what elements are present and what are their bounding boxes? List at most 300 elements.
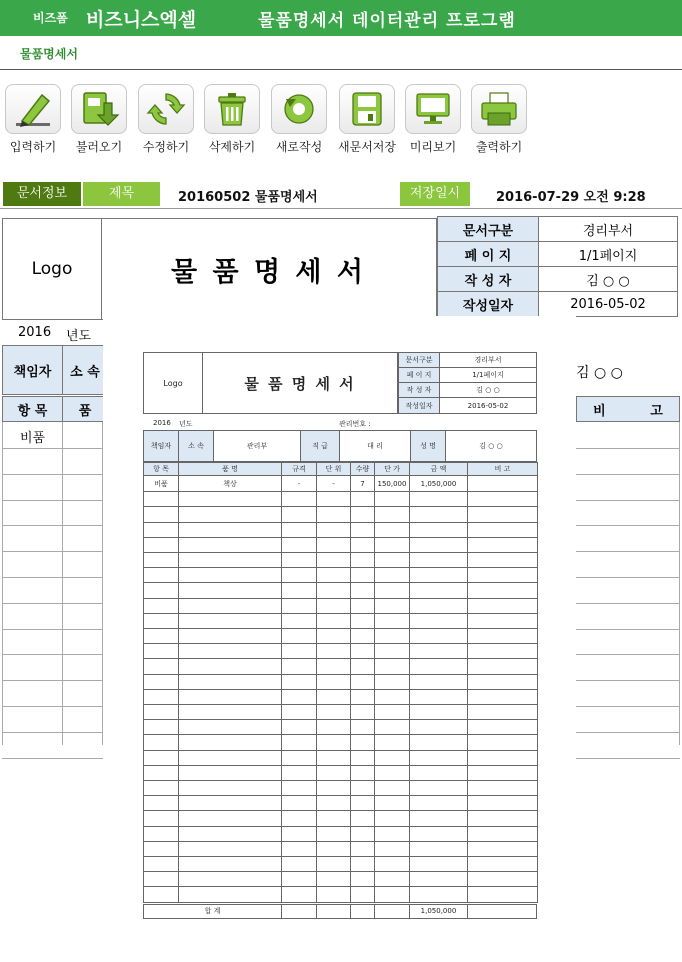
- preview-table-cell: [350, 734, 375, 750]
- preview-table-cell: [143, 810, 179, 826]
- edit-button[interactable]: [133, 84, 199, 155]
- preview-table-cell: [316, 871, 351, 887]
- preview-table-cell: [409, 750, 468, 766]
- preview-table-cell: [281, 598, 317, 614]
- preview-table-cell: [178, 841, 282, 857]
- grid-row-line: [2, 654, 103, 655]
- preview-table-cell: [143, 643, 179, 659]
- preview-meta-value-author: 김 ○ ○: [439, 382, 537, 398]
- grid-row-line: [2, 680, 103, 681]
- grid-row-line: [576, 474, 680, 475]
- preview-table-cell: [409, 810, 468, 826]
- preview-table-cell: [143, 826, 179, 842]
- preview-table-cell: [281, 886, 317, 902]
- preview-table-cell: [350, 795, 375, 811]
- preview-table-cell: [143, 598, 179, 614]
- preview-table-cell: [281, 613, 317, 629]
- refresh-icon: [138, 84, 194, 134]
- preview-table-cell: [178, 506, 282, 522]
- preview-table-cell: [467, 871, 538, 887]
- grid-row-line: [576, 603, 680, 604]
- preview-table-cell: [143, 795, 179, 811]
- delete-button-label: 삭제하기: [208, 140, 256, 154]
- preview-total-cell: [374, 904, 410, 919]
- preview-table-cell: [143, 871, 179, 887]
- preview-table-cell: [467, 856, 538, 872]
- preview-table-cell: [143, 765, 179, 781]
- product-header: 품: [62, 396, 108, 422]
- preview-table-cell: [467, 567, 538, 583]
- preview-rank-label: 직 급: [300, 430, 340, 462]
- preview-table-cell: [178, 871, 282, 887]
- preview-table-cell: [350, 506, 375, 522]
- preview-total-cell: [281, 904, 317, 919]
- preview-column-header: 항 목: [143, 462, 179, 476]
- preview-table-cell: [374, 826, 410, 842]
- grid-row-line: [576, 732, 680, 733]
- preview-table-cell: [374, 552, 410, 568]
- grid-row-line: [2, 525, 103, 526]
- preview-logo: Logo: [143, 352, 203, 414]
- preview-table-cell: [350, 719, 375, 735]
- preview-table-cell: [374, 506, 410, 522]
- preview-table-cell: [281, 491, 317, 507]
- preview-table-cell: [467, 506, 538, 522]
- new-button-label: 새로작성: [275, 140, 323, 154]
- preview-table-cell: [143, 582, 179, 598]
- preview-table-cell: [316, 598, 351, 614]
- preview-table-cell: [178, 674, 282, 690]
- preview-column-header: 비 고: [467, 462, 538, 476]
- preview-table-cell: [281, 734, 317, 750]
- preview-table-cell: [350, 689, 375, 705]
- meta-label-type: 문서구분: [437, 216, 539, 242]
- preview-table-cell: [467, 886, 538, 902]
- author-value: 김 ○ ○: [576, 365, 623, 381]
- preview-table-cell: [374, 856, 410, 872]
- grid-row-line: [576, 629, 680, 630]
- preview-table-cell: [374, 598, 410, 614]
- preview-column-header: 품 명: [178, 462, 282, 476]
- preview-table-cell: [178, 582, 282, 598]
- preview-table-cell: [409, 841, 468, 857]
- preview-meta-label-type: 문서구분: [398, 352, 440, 368]
- preview-responsible-label: 책임자: [143, 430, 179, 462]
- preview-table-cell: [350, 613, 375, 629]
- preview-table-cell: [143, 689, 179, 705]
- grid-row-line: [576, 448, 680, 449]
- meta-label-date: 작성일자: [437, 291, 539, 317]
- preview-table-cell: [467, 628, 538, 644]
- preview-table-cell: [374, 674, 410, 690]
- meta-value-page[interactable]: 1/1페이지: [538, 241, 678, 267]
- preview-table-cell: [374, 810, 410, 826]
- preview-table-cell: [350, 537, 375, 553]
- preview-table-cell: [281, 674, 317, 690]
- grid-row-line: [576, 500, 680, 501]
- preview-column-header: 규격: [281, 462, 317, 476]
- preview-table-cell: [467, 780, 538, 796]
- preview-total-cell: [316, 904, 351, 919]
- preview-table-cell: [374, 658, 410, 674]
- preview-table-cell: [143, 613, 179, 629]
- preview-table-cell: [409, 826, 468, 842]
- preview-table-cell: [467, 613, 538, 629]
- preview-table-cell: [409, 780, 468, 796]
- save-disk-icon: [339, 84, 395, 134]
- preview-table-cell: [467, 841, 538, 857]
- grid-row-line: [576, 577, 680, 578]
- preview-table-cell: [350, 871, 375, 887]
- preview-table-cell: [409, 552, 468, 568]
- preview-table-cell: [374, 643, 410, 659]
- preview-total-value: 1,050,000: [409, 904, 468, 919]
- meta-value-author[interactable]: 김 ○ ○: [538, 266, 678, 292]
- monitor-icon: [405, 84, 461, 134]
- preview-table-cell: [281, 810, 317, 826]
- preview-table-cell: [467, 658, 538, 674]
- preview-table-cell: [409, 765, 468, 781]
- preview-dept-value: 관리부: [213, 430, 301, 462]
- preview-table-cell: [316, 719, 351, 735]
- preview-table-cell: [350, 552, 375, 568]
- preview-table-cell: [374, 871, 410, 887]
- load-button[interactable]: [66, 84, 132, 155]
- saved-label: 저장일시: [400, 182, 470, 206]
- grid-row-line: [576, 706, 680, 707]
- preview-table-cell: 1,050,000: [409, 476, 468, 492]
- preview-table-cell: [467, 552, 538, 568]
- preview-table-cell: [281, 826, 317, 842]
- preview-table-cell: [350, 522, 375, 538]
- grid-row-line: [2, 706, 103, 707]
- preview-sheet: [143, 352, 537, 920]
- preview-table-cell: [374, 734, 410, 750]
- preview-table-cell: [374, 750, 410, 766]
- preview-table-cell: [178, 567, 282, 583]
- preview-table-cell: [409, 719, 468, 735]
- form-year-unit: 년도: [66, 329, 92, 344]
- preview-table-cell: [143, 734, 179, 750]
- preview-total-label: 합 계: [143, 904, 282, 919]
- preview-table-cell: [178, 491, 282, 507]
- preview-table-cell: [350, 841, 375, 857]
- preview-table-cell: [143, 552, 179, 568]
- preview-table-cell: [281, 628, 317, 644]
- form-year: 2016: [18, 325, 52, 340]
- preview-table-cell: [374, 613, 410, 629]
- preview-table-cell: [409, 643, 468, 659]
- title-label: 제목: [83, 182, 160, 206]
- preview-table-cell: 150,000: [374, 476, 410, 492]
- input-button[interactable]: [0, 84, 66, 155]
- preview-table-cell: [409, 689, 468, 705]
- preview-table-cell: [178, 810, 282, 826]
- delete-button[interactable]: [199, 84, 265, 155]
- preview-year: 2016: [153, 419, 171, 427]
- preview-year-unit: 년도: [179, 420, 193, 428]
- load-button-label: 불러오기: [75, 140, 123, 154]
- preview-table-cell: [409, 658, 468, 674]
- preview-table-cell: [350, 643, 375, 659]
- preview-table-cell: [316, 674, 351, 690]
- title-value: 20160502 물품명세서: [178, 190, 318, 205]
- preview-table-cell: [409, 734, 468, 750]
- preview-table-cell: [316, 780, 351, 796]
- preview-table-cell: [281, 506, 317, 522]
- preview-button-label: 미리보기: [409, 140, 457, 154]
- preview-table-cell: [316, 765, 351, 781]
- preview-table-cell: [316, 522, 351, 538]
- preview-table-cell: [467, 643, 538, 659]
- preview-table-cell: [350, 750, 375, 766]
- preview-table-cell: [350, 765, 375, 781]
- preview-table-cell: [350, 886, 375, 902]
- preview-table-cell: [281, 841, 317, 857]
- preview-table-cell: 7: [350, 476, 375, 492]
- preview-table-cell: [350, 628, 375, 644]
- preview-table-cell: [316, 810, 351, 826]
- preview-table-cell: [467, 689, 538, 705]
- preview-meta-label-date: 작성일자: [398, 397, 440, 414]
- preview-title: 물 품 명 세 서: [202, 352, 398, 414]
- preview-table-cell: [409, 567, 468, 583]
- preview-table-cell: -: [281, 476, 317, 492]
- preview-table-cell: [143, 750, 179, 766]
- preview-table-cell: [374, 689, 410, 705]
- preview-table-cell: [178, 826, 282, 842]
- responsible-label: 책임자: [2, 345, 63, 395]
- preview-table-cell: [316, 750, 351, 766]
- preview-table-cell: [316, 643, 351, 659]
- preview-table-cell: [409, 628, 468, 644]
- preview-table-cell: [316, 856, 351, 872]
- preview-table-cell: [467, 826, 538, 842]
- preview-table-cell: [350, 674, 375, 690]
- preview-column-header: 금 액: [409, 462, 468, 476]
- preview-table-cell: [316, 841, 351, 857]
- preview-table-cell: [409, 613, 468, 629]
- preview-table-cell: [467, 810, 538, 826]
- preview-table-cell: [143, 886, 179, 902]
- print-button[interactable]: [466, 84, 532, 155]
- preview-table-cell: [178, 886, 282, 902]
- grid-col-line: [2, 422, 3, 745]
- new-cycle-icon: [271, 84, 327, 134]
- preview-button[interactable]: [400, 84, 466, 155]
- preview-table-cell: [316, 506, 351, 522]
- doc-info-label: 문서정보: [3, 182, 81, 206]
- preview-table-cell: [316, 886, 351, 902]
- preview-table-cell: [178, 522, 282, 538]
- preview-table-cell: [178, 689, 282, 705]
- preview-table-cell: [316, 537, 351, 553]
- preview-table-cell: [178, 780, 282, 796]
- preview-table-cell: [374, 537, 410, 553]
- preview-table-cell: [467, 582, 538, 598]
- preview-table-cell: [178, 628, 282, 644]
- item-header: 항 목: [2, 396, 63, 422]
- meta-value-date[interactable]: 2016-05-02: [538, 291, 678, 317]
- preview-table-cell: [467, 704, 538, 720]
- preview-table-cell: [316, 582, 351, 598]
- grid-row-line: [576, 680, 680, 681]
- preview-table-cell: [350, 856, 375, 872]
- preview-table-cell: [143, 567, 179, 583]
- preview-table-cell: [409, 856, 468, 872]
- grid-row-line: [576, 758, 680, 759]
- preview-table-cell: [374, 704, 410, 720]
- preview-table-cell: [409, 886, 468, 902]
- preview-table-cell: [374, 567, 410, 583]
- preview-table-cell: [178, 613, 282, 629]
- preview-table-cell: [316, 628, 351, 644]
- grid-row-line: [2, 551, 103, 552]
- import-icon: [71, 84, 127, 134]
- preview-table-cell: [281, 856, 317, 872]
- tab-bar: [0, 36, 682, 70]
- meta-value-type[interactable]: 경리부서: [538, 216, 678, 242]
- grid-row-line: [576, 654, 680, 655]
- preview-table-cell: [316, 826, 351, 842]
- title-bar: [0, 0, 682, 36]
- form-logo: Logo: [2, 218, 102, 320]
- preview-table-cell: [374, 582, 410, 598]
- preview-table-cell: [467, 537, 538, 553]
- preview-table-cell: [350, 598, 375, 614]
- preview-table-cell: [467, 674, 538, 690]
- preview-name-value: 김 ○ ○: [445, 430, 537, 462]
- preview-column-header: 단 위: [316, 462, 351, 476]
- grid-row-line: [2, 474, 103, 475]
- save-new-button-label: 새문서저장: [338, 140, 396, 154]
- grid-col-line: [679, 422, 680, 745]
- grid-col-line: [62, 422, 63, 745]
- preview-table-cell: [281, 750, 317, 766]
- preview-dept-label: 소 속: [178, 430, 214, 462]
- preview-table-cell: [350, 810, 375, 826]
- first-item[interactable]: 비품: [20, 431, 46, 446]
- save-new-button[interactable]: [332, 84, 402, 155]
- preview-table-cell: [178, 552, 282, 568]
- print-button-label: 출력하기: [475, 140, 523, 154]
- preview-table-cell: [350, 567, 375, 583]
- preview-table-cell: [178, 795, 282, 811]
- preview-table-cell: [178, 734, 282, 750]
- preview-column-header: 수량: [350, 462, 375, 476]
- grid-row-line: [576, 551, 680, 552]
- preview-table-cell: [316, 552, 351, 568]
- preview-table-cell: [409, 491, 468, 507]
- preview-table-cell: [281, 780, 317, 796]
- preview-table-cell: [143, 537, 179, 553]
- preview-table-cell: [281, 871, 317, 887]
- preview-table-cell: [316, 658, 351, 674]
- preview-table-cell: [281, 522, 317, 538]
- grid-row-line: [2, 500, 103, 501]
- preview-table-cell: [143, 841, 179, 857]
- preview-table-cell: [350, 780, 375, 796]
- preview-table-cell: [143, 658, 179, 674]
- tab-item-spec[interactable]: 물품명세서: [20, 47, 78, 61]
- preview-table-cell: [281, 643, 317, 659]
- preview-column-header: 단 가: [374, 462, 410, 476]
- preview-table-cell: [281, 567, 317, 583]
- preview-table-cell: [409, 582, 468, 598]
- preview-table-cell: 책상: [178, 476, 282, 492]
- meta-label-page: 페 이 지: [437, 241, 539, 267]
- input-button-label: 입력하기: [9, 140, 57, 154]
- preview-table-cell: [281, 704, 317, 720]
- preview-table-cell: [178, 856, 282, 872]
- preview-table-cell: [281, 795, 317, 811]
- preview-meta-value-page: 1/1페이지: [439, 367, 537, 383]
- toolbar: [0, 84, 682, 160]
- saved-value: 2016-07-29 오전 9:28: [496, 190, 646, 205]
- new-button[interactable]: [266, 84, 332, 155]
- grid-row-line: [2, 603, 103, 604]
- preview-table-cell: [374, 886, 410, 902]
- trash-icon: [204, 84, 260, 134]
- grid-row-line: [2, 448, 103, 449]
- preview-table-cell: [316, 795, 351, 811]
- note-header: 비 고: [576, 396, 680, 422]
- preview-table-cell: [350, 826, 375, 842]
- preview-table-cell: [409, 598, 468, 614]
- preview-table-cell: [281, 582, 317, 598]
- grid-row-line: [2, 732, 103, 733]
- preview-table-cell: [374, 628, 410, 644]
- preview-table-cell: [467, 765, 538, 781]
- grid-row-line: [2, 758, 103, 759]
- preview-table-cell: [178, 750, 282, 766]
- preview-table-cell: [143, 491, 179, 507]
- app-title: 물품명세서 데이터관리 프로그램: [258, 11, 516, 31]
- preview-name-label: 성 명: [410, 430, 446, 462]
- preview-table-cell: [409, 704, 468, 720]
- preview-table-cell: [281, 765, 317, 781]
- preview-table-cell: [316, 491, 351, 507]
- preview-table-cell: [178, 658, 282, 674]
- preview-table-cell: [178, 598, 282, 614]
- preview-table-cell: [374, 841, 410, 857]
- preview-table-cell: [350, 704, 375, 720]
- preview-table-cell: 비품: [143, 476, 179, 492]
- preview-table-cell: [374, 491, 410, 507]
- preview-table-cell: [281, 689, 317, 705]
- preview-table-cell: [467, 750, 538, 766]
- preview-table-cell: [374, 780, 410, 796]
- print-preview: [103, 316, 576, 962]
- preview-table-cell: [350, 658, 375, 674]
- printer-icon: [471, 84, 527, 134]
- preview-table-cell: [467, 522, 538, 538]
- brand-name: 비즈니스엑셀: [86, 9, 197, 31]
- preview-table-cell: [467, 476, 538, 492]
- preview-table-cell: [409, 795, 468, 811]
- preview-table-cell: [467, 734, 538, 750]
- preview-table-cell: [143, 674, 179, 690]
- preview-table-cell: [178, 704, 282, 720]
- preview-table-cell: [409, 674, 468, 690]
- preview-table-cell: -: [316, 476, 351, 492]
- preview-table-cell: [143, 780, 179, 796]
- preview-table-cell: [316, 613, 351, 629]
- preview-table-cell: [409, 537, 468, 553]
- preview-table-cell: [409, 506, 468, 522]
- preview-table-cell: [350, 491, 375, 507]
- preview-table-cell: [467, 491, 538, 507]
